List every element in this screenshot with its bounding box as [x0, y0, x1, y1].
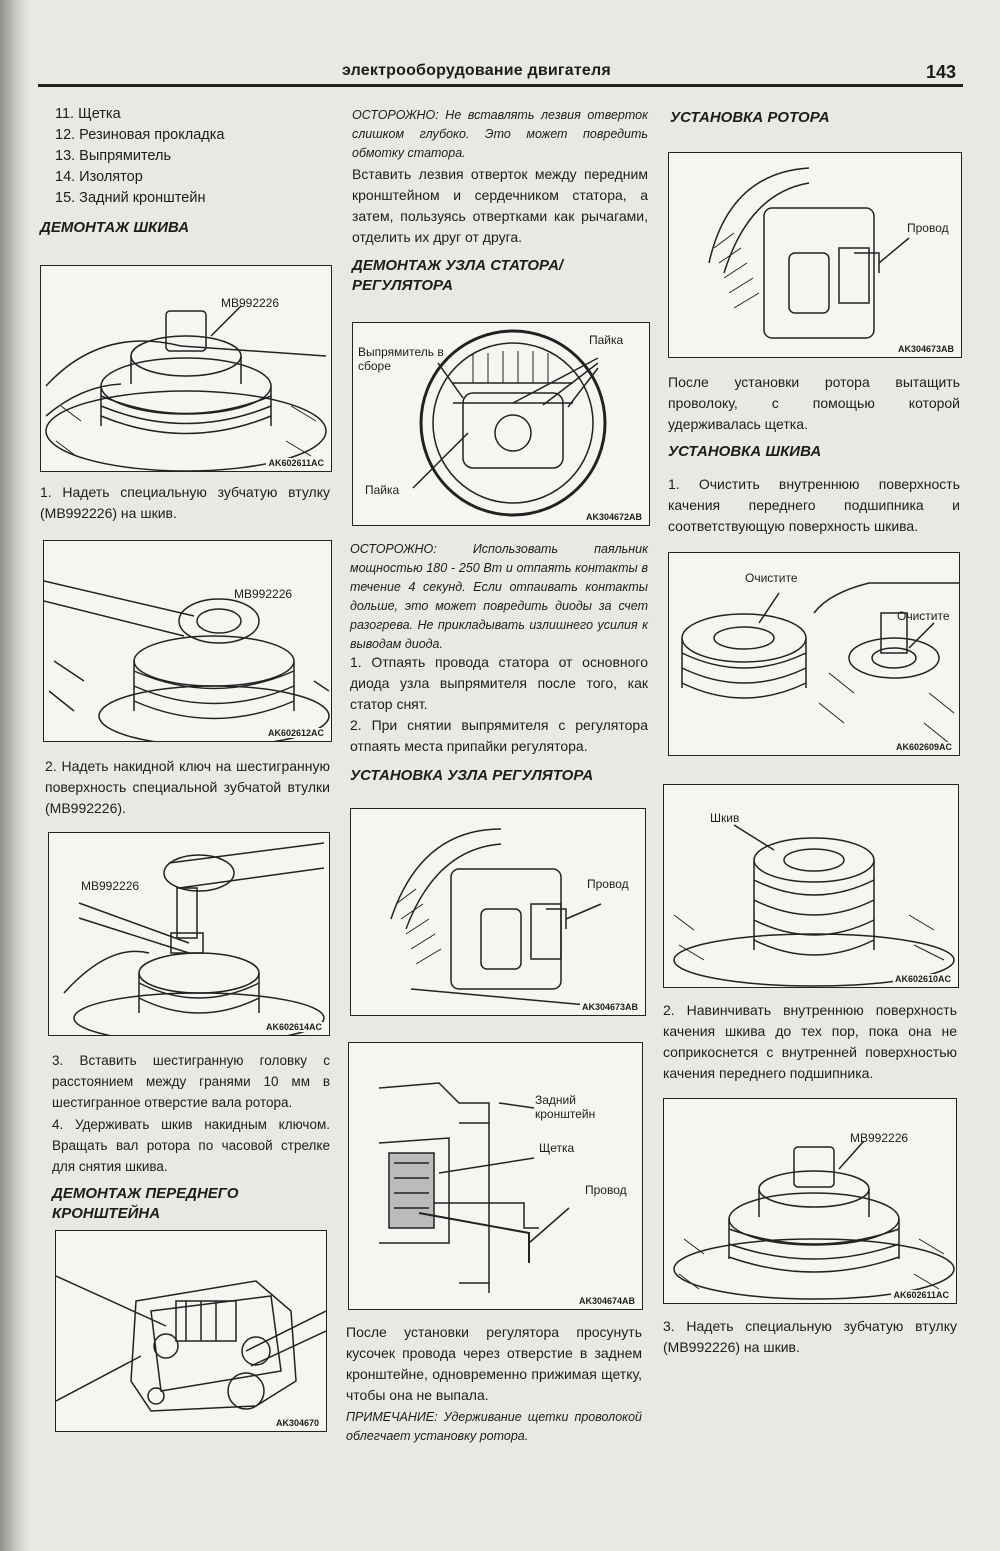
callout-label: Очистите: [745, 571, 798, 585]
figure-code: AK602611AC: [268, 458, 324, 468]
callout-label: Шкив: [710, 811, 740, 825]
figure-hex-socket: [48, 832, 330, 1036]
figure-front-bracket: [55, 1230, 327, 1432]
running-header-title: электрооборудование двигателя: [342, 62, 611, 79]
figure-ring-wrench: [43, 540, 332, 742]
heading-regulator-install: УСТАНОВКА УЗЛА РЕГУЛЯТОРА: [350, 767, 594, 784]
step-text: 2. Надеть накидной ключ на шестигранную поверхность специальной зубчатой втулки (MB992226).: [45, 758, 330, 816]
pulley-sleeve-install-illustration: [664, 1099, 956, 1303]
step-text: 1. Отпаять провода статора от основного диода узла выпрямителя после того, как статор снят.: [350, 654, 648, 712]
header-rule: [38, 84, 963, 87]
step-text: 2. Навинчивать внутреннюю поверхность качения шкива до тех пор, пока она не соприкоснется с внутренней поверхностью качения переднего подшипника.: [663, 1002, 957, 1081]
list-item: 15. Задний кронштейн: [55, 190, 206, 206]
note-text: ПРИМЕЧАНИЕ: Удерживание щетки проволокой облегчает установку ротора.: [346, 1410, 642, 1443]
pulley-sleeve-illustration: [41, 266, 331, 471]
figure-pulley-sleeve: [40, 265, 332, 472]
callout-label: Пайка: [589, 333, 624, 347]
clean-surfaces-illustration: [669, 553, 959, 755]
step-text: 2. При снятии выпрямителя с регулятора отпаять места припайки регулятора.: [350, 717, 648, 754]
figure-code: AK602611AC: [893, 1290, 949, 1300]
heading-pulley-install: УСТАНОВКА ШКИВА: [668, 443, 822, 460]
callout-label: MB992226: [850, 1131, 909, 1145]
callout-label: Выпрямитель в сборе: [358, 345, 444, 373]
parts-list: [55, 104, 335, 209]
pulley-install-illustration: [664, 785, 958, 987]
heading-rotor-install: УСТАНОВКА РОТОРА: [670, 109, 830, 126]
page-number: 143: [926, 62, 957, 82]
callout-label: Провод: [585, 1183, 627, 1197]
rotor-wire-illustration: [669, 153, 961, 357]
callout-label: Щетка: [539, 1141, 575, 1155]
callout-label: MB992226: [221, 296, 280, 310]
callout-label: MB992226: [234, 587, 293, 601]
callout-label: Пайка: [365, 483, 400, 497]
callout-label: Провод: [587, 877, 629, 891]
callout-label: Задний кронштейн: [535, 1093, 596, 1121]
step-text: 3. Вставить шестигранную головку с расстоянием между гранями 10 мм в шестигранное отверстие вала ротора.: [52, 1053, 330, 1110]
list-item: 13. Выпрямитель: [55, 148, 172, 164]
figure-code: AK304670: [275, 1418, 319, 1428]
page-binding-shadow: [0, 0, 30, 1551]
figure-code: AK304674AB: [578, 1296, 635, 1306]
figure-code: AK304673AB: [581, 1002, 638, 1012]
list-item: 11. Щетка: [55, 106, 121, 122]
callout-label: Провод: [907, 221, 949, 235]
paragraph-text: После установки регулятора просунуть кусочек провода через отверстие в заднем кронштейне, одновременно прижимая щетку, чтобы она не выпала.: [346, 1324, 642, 1403]
figure-code: AK602610AC: [894, 974, 951, 984]
figure-pulley-sleeve-install: [663, 1098, 957, 1304]
heading-front-bracket: ДЕМОНТАЖ ПЕРЕДНЕГО КРОНШТЕЙНА: [52, 1185, 239, 1222]
front-bracket-illustration: [56, 1231, 326, 1431]
step-text: 4. Удерживать шкив накидным ключом. Вращать вал ротора по часовой стрелке для снятия шкива.: [52, 1117, 330, 1174]
figure-code: AK602614AC: [265, 1022, 322, 1032]
callout-label: Очистите: [897, 609, 950, 623]
hex-socket-illustration: [49, 833, 329, 1035]
figure-code: AK602612AC: [267, 728, 324, 738]
paragraph-text: Вставить лезвия отверток между передним кронштейном и сердечником статора, а затем, пользуясь отвертками как рычагами, отделить их друг от друга.: [352, 166, 648, 245]
ring-wrench-illustration: [44, 541, 331, 741]
brush-section-illustration: [349, 1043, 642, 1309]
figure-brush-section: [348, 1042, 643, 1310]
step-text: 1. Очистить внутреннюю поверхность качения переднего подшипника и соответствующую поверхность шкива.: [668, 476, 960, 534]
figure-code: AK304672AB: [585, 512, 642, 522]
regulator-wire-illustration: [351, 809, 645, 1015]
list-item: 14. Изолятор: [55, 169, 143, 185]
figure-code: AK602609AC: [895, 742, 952, 752]
figure-regulator-wire: [350, 808, 646, 1016]
heading-pulley-removal: ДЕМОНТАЖ ШКИВА: [40, 219, 190, 236]
figure-clean-surfaces: [668, 552, 960, 756]
caution-text: ОСТОРОЖНО: Использовать паяльник мощностью 180 - 250 Вт и отпаять контакты в течение 4 секунд. Если отпаивать контакты дольше, это может повредить диоды за счет разогрева. Не прикладывать излишнего усилия к выводам диода.: [350, 542, 648, 651]
heading-stator-removal: ДЕМОНТАЖ УЗЛА СТАТОРА/РЕГУЛЯТОРА: [352, 257, 564, 294]
paragraph-text: После установки ротора вытащить проволоку, с помощью которой удерживалась щетка.: [668, 374, 960, 432]
list-item: 12. Резиновая прокладка: [55, 127, 225, 143]
step-text: 3. Надеть специальную зубчатую втулку (MB992226) на шкив.: [663, 1318, 957, 1355]
figure-pulley-install: [663, 784, 959, 988]
step-text: 1. Надеть специальную зубчатую втулку (MB992226) на шкив.: [40, 484, 330, 521]
figure-rectifier: [352, 322, 650, 526]
caution-text: ОСТОРОЖНО: Не вставлять лезвия отверток слишком глубоко. Это может повредить обмотку статора.: [352, 108, 648, 160]
callout-label: MB992226: [81, 879, 140, 893]
figure-rotor-wire: [668, 152, 962, 358]
figure-code: AK304673AB: [897, 344, 954, 354]
